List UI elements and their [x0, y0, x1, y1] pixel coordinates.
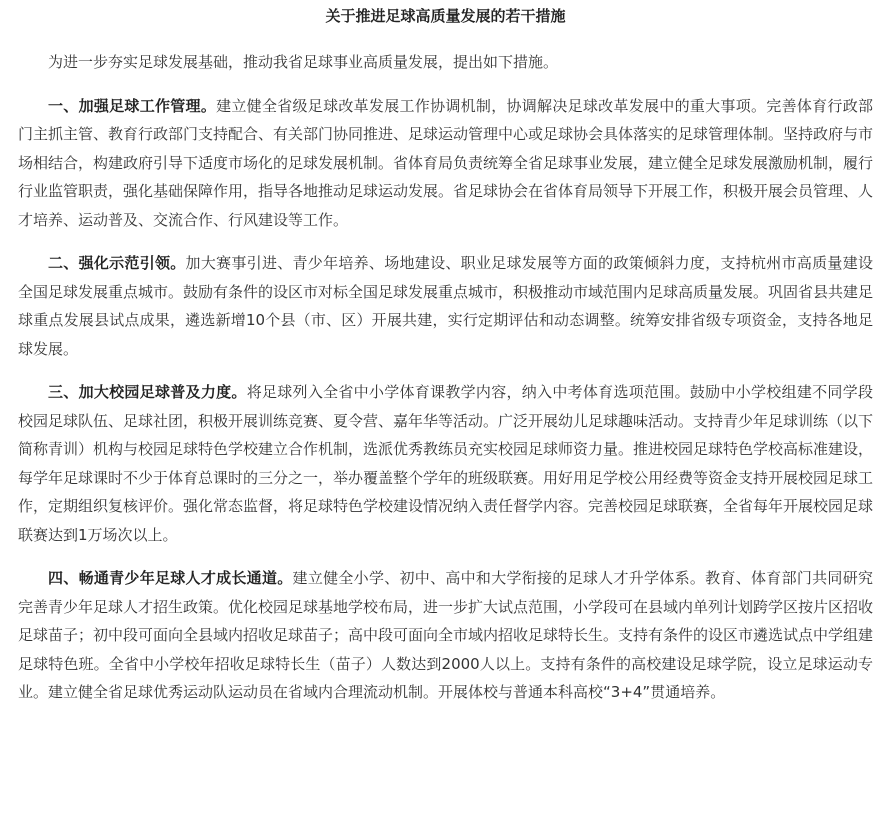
section-body-4: 建立健全小学、初中、高中和大学衔接的足球人才升学体系。教育、体育部门共同研究完善青少年足球人才招生政策。优化校园足球基地学校布局，进一步扩大试点范围，小学段可在县域内单列计划跨学区按片区招收足球苗子；初中段可面向全县域内招收足球苗子；高中段可面向全市域内招收足球特长生。支持有条件的设区市遴选试点中学组建足球特色班。全省中小学校年招收足球特长生（苗子）人数达到2000人以上。支持有条件的高校建设足球学院，设立足球运动专业。建立健全省足球优秀运动队运动员在省域内合理流动机制。开展体校与普通本科高校“3+4”贯通培养。: [18, 569, 874, 701]
section-heading-3: 三、加大校园足球普及力度。: [48, 383, 247, 401]
section-paragraph-2: [18, 249, 873, 363]
section-body-2: 加大赛事引进、青少年培养、场地建设、职业足球发展等方面的政策倾斜力度，支持杭州市高质量建设全国足球发展重点城市。鼓励有条件的设区市对标全国足球发展重点城市，积极推动市域范围内足球高质量发展。巩固省县共建足球重点发展县试点成果，遴选新增10个县（市、区）开展共建，实行定期评估和动态调整。统筹安排省级专项资金，支持各地足球发展。: [18, 254, 874, 358]
section-heading-2: 二、强化示范引领。: [48, 254, 186, 272]
intro-paragraph: 为进一步夯实足球发展基础，推动我省足球事业高质量发展，提出如下措施。: [48, 53, 559, 71]
document-title: 关于推进足球高质量发展的若干措施: [325, 7, 566, 25]
section-heading-4: 四、畅通青少年足球人才成长通道。: [48, 569, 293, 587]
section-body-3: 将足球列入全省中小学体育课教学内容，纳入中考体育选项范围。鼓励中小学校组建不同学段校园足球队伍、足球社团，积极开展训练竞赛、夏令营、嘉年华等活动。广泛开展幼儿足球趣味活动。支持青少年足球训练（以下简称青训）机构与校园足球特色学校建立合作机制，选派优秀教练员充实校园足球师资力量。推进校园足球特色学校高标准建设，每学年足球课时不少于体育总课时的三分之一，举办覆盖整个学年的班级联赛。用好用足学校公用经费等资金支持开展校园足球工作，定期组织复核评价。强化常态监督，将足球特色学校建设情况纳入责任督学内容。完善校园足球联赛，全省每年开展校园足球联赛达到1万场次以上。: [18, 383, 874, 544]
section-paragraph-4: [18, 564, 873, 707]
section-paragraph-3: [18, 378, 873, 549]
section-body-1: 建立健全省级足球改革发展工作协调机制，协调解决足球改革发展中的重大事项。完善体育行政部门主抓主管、教育行政部门支持配合、有关部门协同推进、足球运动管理中心或足球协会具体落实的足球管理体制。坚持政府与市场相结合，构建政府引导下适度市场化的足球发展机制。省体育局负责统筹全省足球事业发展，建立健全足球发展激励机制，履行行业监管职责，强化基础保障作用，指导各地推动足球运动发展。省足球协会在省体育局领导下开展工作，积极开展会员管理、人才培养、运动普及、交流合作、行风建设等工作。: [18, 96, 874, 229]
section-paragraph-1: [18, 92, 873, 235]
section-heading-1: 一、加强足球工作管理。: [48, 96, 217, 115]
